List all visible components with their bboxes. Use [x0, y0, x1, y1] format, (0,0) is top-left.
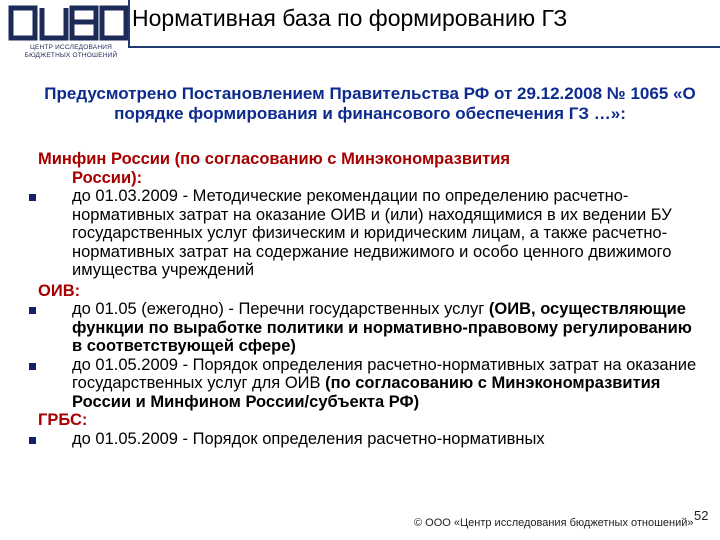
logo-caption: [10, 44, 132, 60]
bullet-icon: [29, 307, 36, 314]
list-item: [0, 430, 720, 449]
header-divider-horizontal: [128, 46, 720, 48]
section-grbs: ГРБС:: [38, 411, 88, 429]
logo-mark-icon: [6, 2, 130, 44]
header-divider-vertical: [128, 0, 130, 48]
logo-caption-line1: ЦЕНТР ИССЛЕДОВАНИЯ: [30, 44, 112, 51]
section-minfin-cont: России):: [72, 168, 143, 187]
item-note: (ОИВ, осуществляющие функции по выработке политики и нормативно-правовому регулированию в соответствующей сфере): [72, 300, 692, 355]
item-text: (ежегодно) - Перечни государственных услуг: [136, 300, 489, 318]
item-date: до 01.05: [72, 300, 137, 318]
section-minfin: Минфин России (по согласованию с Минэкономразвития: [38, 150, 510, 168]
list-item: [0, 300, 720, 356]
slide-body: [0, 150, 720, 448]
item-text: - Методические рекомендации по определению расчетно-нормативных затрат на оказание ОИВ и (или) находящимися в их ведении БУ государственных услуг физическим и юридическим лицам, а также расчетно-нормативных затрат на содержание недвижимого и особо ценного движимого имущества учреждений: [72, 187, 672, 279]
page-title: Нормативная база по формированию ГЗ: [132, 5, 568, 31]
intro-paragraph: Предусмотрено Постановлением Правительства РФ от 29.12.2008 № 1065 «О порядке формирования и финансового обеспечения ГЗ …»:: [44, 84, 696, 123]
list-item: [0, 356, 720, 412]
item-text: - Порядок определения расчетно-нормативных затрат на оказание государственных услуг для ОИВ: [72, 355, 697, 392]
item-date: до 01.03.2009: [72, 187, 178, 205]
bullet-icon: [29, 437, 36, 444]
logo: [6, 2, 130, 64]
item-text: до 01.05.2009 - Порядок определения расчетно-нормативных: [72, 429, 545, 448]
bullet-icon: [29, 194, 36, 201]
logo-caption-line2: БЮДЖЕТНЫХ ОТНОШЕНИЙ: [24, 52, 118, 59]
item-note: (по согласованию с Минэкономразвития России и Минфином России/субъекта РФ): [72, 374, 661, 411]
section-oiv: ОИВ:: [38, 281, 81, 300]
item-date: до 01.05.2009: [72, 355, 178, 374]
bullet-icon: [29, 363, 36, 370]
list-item: [0, 187, 720, 280]
page-number: 52: [694, 508, 709, 523]
footer-copyright: © ООО «Центр исследования бюджетных отношений»: [414, 517, 694, 529]
